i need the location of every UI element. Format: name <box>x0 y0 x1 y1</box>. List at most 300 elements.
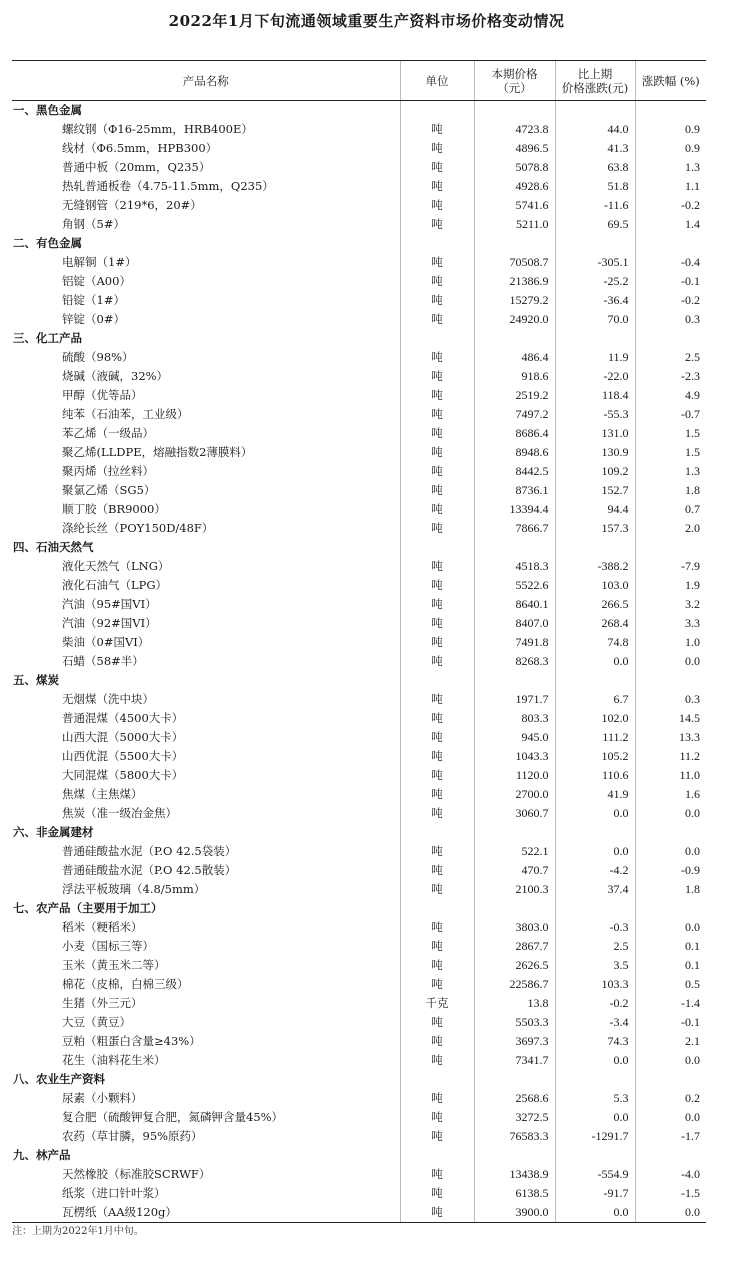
empty-cell <box>635 823 706 842</box>
price-change-cell: 103.0 <box>555 576 635 595</box>
price-change-cell: -91.7 <box>555 1184 635 1203</box>
unit-cell: 吨 <box>400 766 474 785</box>
unit-cell: 吨 <box>400 1184 474 1203</box>
price-change-cell: 131.0 <box>555 424 635 443</box>
table-body <box>12 101 706 1223</box>
price-change-cell: -25.2 <box>555 272 635 291</box>
empty-cell <box>635 671 706 690</box>
percent-change-cell: 0.1 <box>635 937 706 956</box>
price-cell: 7866.7 <box>474 519 555 538</box>
percent-change-cell: 1.0 <box>635 633 706 652</box>
table-row <box>12 348 706 367</box>
empty-cell <box>635 329 706 348</box>
percent-change-cell: -0.7 <box>635 405 706 424</box>
category-row <box>12 101 706 121</box>
category-label: 三、化工产品 <box>13 331 82 345</box>
price-change-cell: 118.4 <box>555 386 635 405</box>
price-cell: 918.6 <box>474 367 555 386</box>
percent-change-cell: 1.8 <box>635 481 706 500</box>
unit-cell: 吨 <box>400 576 474 595</box>
category-row <box>12 538 706 557</box>
product-name-cell: 甲醇（优等品） <box>62 388 143 402</box>
empty-cell <box>555 1070 635 1089</box>
table-row <box>12 956 706 975</box>
price-change-cell: -554.9 <box>555 1165 635 1184</box>
product-name-cell: 普通中板（20mm，Q235） <box>62 160 211 174</box>
unit-cell: 吨 <box>400 519 474 538</box>
header-price-line2: （元） <box>497 80 532 95</box>
empty-cell <box>474 1070 555 1089</box>
product-name-cell: 花生（油料花生米） <box>62 1053 166 1067</box>
table-row <box>12 196 706 215</box>
price-cell: 8268.3 <box>474 652 555 671</box>
price-change-cell: 70.0 <box>555 310 635 329</box>
category-label: 八、农业生产资料 <box>13 1072 105 1086</box>
price-change-cell: 268.4 <box>555 614 635 633</box>
unit-cell: 吨 <box>400 918 474 937</box>
price-change-cell: 266.5 <box>555 595 635 614</box>
category-label: 四、石油天然气 <box>13 540 94 554</box>
price-cell: 470.7 <box>474 861 555 880</box>
category-row <box>12 899 706 918</box>
price-change-cell: 103.3 <box>555 975 635 994</box>
unit-cell: 吨 <box>400 747 474 766</box>
unit-cell: 吨 <box>400 690 474 709</box>
unit-cell: 吨 <box>400 424 474 443</box>
product-name-cell: 瓦楞纸（AA级120g） <box>12 1203 400 1223</box>
table-row <box>12 652 706 671</box>
unit-cell: 吨 <box>400 1089 474 1108</box>
price-cell: 1120.0 <box>474 766 555 785</box>
table-row <box>12 158 706 177</box>
price-change-cell: -22.0 <box>555 367 635 386</box>
price-change-cell: -4.2 <box>555 861 635 880</box>
price-cell: 13.8 <box>474 994 555 1013</box>
product-name-cell: 普通硅酸盐水泥（P.O 42.5散装） <box>62 863 237 877</box>
product-name-cell: 无烟煤（洗中块） <box>62 692 154 706</box>
table-row <box>12 842 706 861</box>
table-row <box>12 880 706 899</box>
table-row <box>12 481 706 500</box>
price-change-cell: 74.3 <box>555 1032 635 1051</box>
table-row <box>12 1203 706 1223</box>
table-header-row <box>12 61 706 101</box>
product-name-cell: 棉花（皮棉，白棉三级） <box>62 977 189 991</box>
percent-change-cell: -2.3 <box>635 367 706 386</box>
unit-cell: 吨 <box>400 1127 474 1146</box>
unit-cell: 吨 <box>400 728 474 747</box>
price-change-cell: -36.4 <box>555 291 635 310</box>
empty-cell <box>400 1146 474 1165</box>
unit-cell: 吨 <box>400 177 474 196</box>
table-row <box>12 918 706 937</box>
product-name-cell: 浮法平板玻璃（4.8/5mm） <box>62 882 206 896</box>
category-label: 一、黑色金属 <box>13 103 82 117</box>
unit-cell: 吨 <box>400 462 474 481</box>
unit-cell: 吨 <box>400 215 474 234</box>
product-name-cell: 无缝钢管（219*6，20#） <box>62 198 202 212</box>
percent-change-cell: 0.3 <box>635 690 706 709</box>
table-row <box>12 937 706 956</box>
unit-cell: 吨 <box>400 139 474 158</box>
percent-change-cell: 0.7 <box>635 500 706 519</box>
table-row <box>12 595 706 614</box>
price-cell: 24920.0 <box>474 310 555 329</box>
table-row <box>12 690 706 709</box>
unit-cell: 吨 <box>400 1165 474 1184</box>
unit-cell: 吨 <box>400 652 474 671</box>
table-row <box>12 310 706 329</box>
percent-change-cell: 3.2 <box>635 595 706 614</box>
percent-change-cell: 2.5 <box>635 348 706 367</box>
price-cell: 13394.4 <box>474 500 555 519</box>
price-cell: 3272.5 <box>474 1108 555 1127</box>
table-row <box>12 861 706 880</box>
empty-cell <box>474 1146 555 1165</box>
price-cell: 4723.8 <box>474 120 555 139</box>
percent-change-cell: 1.5 <box>635 424 706 443</box>
price-change-cell: 2.5 <box>555 937 635 956</box>
price-change-cell: 74.8 <box>555 633 635 652</box>
percent-change-cell: 1.6 <box>635 785 706 804</box>
price-cell: 5503.3 <box>474 1013 555 1032</box>
unit-cell: 吨 <box>400 937 474 956</box>
price-change-cell: 110.6 <box>555 766 635 785</box>
price-cell: 945.0 <box>474 728 555 747</box>
price-change-cell: -11.6 <box>555 196 635 215</box>
table-row <box>12 424 706 443</box>
table-row <box>12 139 706 158</box>
product-name-cell: 石蜡（58#半） <box>62 654 144 668</box>
percent-change-cell: 3.3 <box>635 614 706 633</box>
price-change-cell: -55.3 <box>555 405 635 424</box>
price-change-cell: 5.3 <box>555 1089 635 1108</box>
category-label: 五、煤炭 <box>13 673 59 687</box>
empty-cell <box>635 1070 706 1089</box>
header-pct: 涨跌幅 (%) <box>635 61 706 101</box>
empty-cell <box>474 823 555 842</box>
unit-cell: 吨 <box>400 120 474 139</box>
unit-cell: 吨 <box>400 956 474 975</box>
product-name-cell: 稻米（粳稻米） <box>62 920 143 934</box>
header-diff-line1: 比上期 <box>577 66 613 81</box>
unit-cell: 吨 <box>400 386 474 405</box>
price-cell: 2626.5 <box>474 956 555 975</box>
percent-change-cell: 0.0 <box>635 652 706 671</box>
percent-change-cell: 0.0 <box>635 842 706 861</box>
price-change-cell: 6.7 <box>555 690 635 709</box>
percent-change-cell: 0.0 <box>635 918 706 937</box>
footnote: 注：上期为2022年1月中旬。 <box>12 1226 144 1237</box>
price-cell: 3900.0 <box>474 1203 555 1223</box>
unit-cell: 吨 <box>400 196 474 215</box>
unit-cell: 吨 <box>400 842 474 861</box>
price-cell: 2700.0 <box>474 785 555 804</box>
price-change-cell: 11.9 <box>555 348 635 367</box>
price-cell: 21386.9 <box>474 272 555 291</box>
table-row <box>12 614 706 633</box>
percent-change-cell: -1.4 <box>635 994 706 1013</box>
percent-change-cell: -0.9 <box>635 861 706 880</box>
unit-cell: 吨 <box>400 861 474 880</box>
category-label: 七、农产品（主要用于加工） <box>13 901 163 915</box>
unit-cell: 吨 <box>400 880 474 899</box>
price-cell: 5211.0 <box>474 215 555 234</box>
empty-cell <box>555 823 635 842</box>
price-change-cell: 0.0 <box>555 1203 635 1223</box>
product-name-cell: 普通硅酸盐水泥（P.O 42.5袋装） <box>62 844 237 858</box>
product-name-cell: 纯苯（石油苯，工业级） <box>62 407 189 421</box>
empty-cell <box>635 234 706 253</box>
percent-change-cell: 0.2 <box>635 1089 706 1108</box>
price-change-cell: -0.3 <box>555 918 635 937</box>
product-name-cell: 角钢（5#） <box>62 217 125 231</box>
percent-change-cell: 0.9 <box>635 139 706 158</box>
unit-cell: 吨 <box>400 709 474 728</box>
product-name-cell: 豆粕（粗蛋白含量≥43%） <box>62 1034 201 1048</box>
product-name-cell: 线材（Φ6.5mm，HPB300） <box>62 141 218 155</box>
empty-cell <box>635 538 706 557</box>
product-name-cell: 苯乙烯（一级品） <box>62 426 154 440</box>
empty-cell <box>474 899 555 918</box>
empty-cell <box>555 899 635 918</box>
product-name-cell: 螺纹钢（Φ16-25mm，HRB400E） <box>62 122 253 136</box>
percent-change-cell: -1.5 <box>635 1184 706 1203</box>
unit-cell: 吨 <box>400 253 474 272</box>
category-label: 六、非金属建材 <box>13 825 94 839</box>
product-name-cell: 小麦（国标三等） <box>62 939 154 953</box>
table-row <box>12 1013 706 1032</box>
empty-cell <box>635 101 706 121</box>
product-name-cell: 汽油（92#国VI） <box>62 616 157 630</box>
percent-change-cell: 0.0 <box>635 1051 706 1070</box>
unit-cell: 吨 <box>400 1108 474 1127</box>
empty-cell <box>400 899 474 918</box>
product-name-cell: 大豆（黄豆） <box>62 1015 131 1029</box>
header-price <box>474 61 555 101</box>
unit-cell: 吨 <box>400 481 474 500</box>
price-cell: 70508.7 <box>474 253 555 272</box>
product-name-cell: 生猪（外三元） <box>62 996 143 1010</box>
empty-cell <box>400 671 474 690</box>
unit-cell: 吨 <box>400 310 474 329</box>
percent-change-cell: 0.1 <box>635 956 706 975</box>
price-change-cell: 0.0 <box>555 652 635 671</box>
table-row <box>12 576 706 595</box>
unit-cell: 吨 <box>400 614 474 633</box>
price-change-cell: 41.3 <box>555 139 635 158</box>
product-name-cell: 电解铜（1#） <box>62 255 137 269</box>
product-name-cell: 烧碱（液碱，32%） <box>62 369 169 383</box>
product-name-cell: 液化石油气（LPG） <box>62 578 168 592</box>
product-name-cell: 涤纶长丝（POY150D/48F） <box>62 521 214 535</box>
table-row <box>12 994 706 1013</box>
product-name-cell: 锌锭（0#） <box>62 312 125 326</box>
percent-change-cell: -4.0 <box>635 1165 706 1184</box>
empty-cell <box>474 234 555 253</box>
price-table <box>12 60 706 1223</box>
table-row <box>12 215 706 234</box>
percent-change-cell: -7.9 <box>635 557 706 576</box>
empty-cell <box>555 234 635 253</box>
percent-change-cell: 0.0 <box>635 1108 706 1127</box>
price-change-cell: -388.2 <box>555 557 635 576</box>
price-change-cell: 130.9 <box>555 443 635 462</box>
price-cell: 4928.6 <box>474 177 555 196</box>
price-cell: 803.3 <box>474 709 555 728</box>
price-cell: 8948.6 <box>474 443 555 462</box>
table-row <box>12 1165 706 1184</box>
category-row <box>12 1146 706 1165</box>
table-row <box>12 120 706 139</box>
category-row <box>12 823 706 842</box>
percent-change-cell: 1.5 <box>635 443 706 462</box>
empty-cell <box>400 1070 474 1089</box>
percent-change-cell: -0.1 <box>635 272 706 291</box>
unit-cell: 吨 <box>400 367 474 386</box>
product-name-cell: 天然橡胶（标准胶SCRWF） <box>62 1167 211 1181</box>
percent-change-cell: 1.9 <box>635 576 706 595</box>
unit-cell: 吨 <box>400 1051 474 1070</box>
empty-cell <box>400 234 474 253</box>
percent-change-cell: -1.7 <box>635 1127 706 1146</box>
price-change-cell: 37.4 <box>555 880 635 899</box>
unit-cell: 吨 <box>400 557 474 576</box>
empty-cell <box>474 101 555 121</box>
table-row <box>12 1089 706 1108</box>
price-cell: 5078.8 <box>474 158 555 177</box>
price-cell: 6138.5 <box>474 1184 555 1203</box>
percent-change-cell: 14.5 <box>635 709 706 728</box>
unit-cell: 吨 <box>400 500 474 519</box>
product-name-cell: 聚丙烯（拉丝料） <box>62 464 154 478</box>
price-change-cell: 0.0 <box>555 1108 635 1127</box>
page-title: 2022年1月下旬流通领域重要生产资料市场价格变动情况 <box>168 12 565 30</box>
percent-change-cell: 1.8 <box>635 880 706 899</box>
table-row <box>12 500 706 519</box>
table-row <box>12 1184 706 1203</box>
product-name-cell: 普通混煤（4500大卡） <box>62 711 184 725</box>
table-row <box>12 1127 706 1146</box>
unit-cell: 吨 <box>400 595 474 614</box>
percent-change-cell: 11.2 <box>635 747 706 766</box>
price-change-cell: 44.0 <box>555 120 635 139</box>
product-name-cell: 热轧普通板卷（4.75-11.5mm，Q235） <box>62 179 274 193</box>
percent-change-cell: 0.0 <box>635 804 706 823</box>
price-change-cell: 63.8 <box>555 158 635 177</box>
price-cell: 1043.3 <box>474 747 555 766</box>
product-name-cell: 山西大混（5000大卡） <box>62 730 184 744</box>
product-name-cell: 顺丁胶（BR9000） <box>62 502 166 516</box>
unit-cell: 吨 <box>400 1013 474 1032</box>
table-row <box>12 272 706 291</box>
product-name-cell: 硫酸（98%） <box>62 350 134 364</box>
unit-cell: 千克 <box>400 994 474 1013</box>
price-cell: 5522.6 <box>474 576 555 595</box>
unit-cell: 吨 <box>400 1203 474 1223</box>
empty-cell <box>400 823 474 842</box>
product-name-cell: 铝锭（A00） <box>62 274 131 288</box>
product-name-cell: 玉米（黄玉米二等） <box>62 958 166 972</box>
percent-change-cell: 1.1 <box>635 177 706 196</box>
percent-change-cell: 13.3 <box>635 728 706 747</box>
table-row <box>12 1051 706 1070</box>
empty-cell <box>555 671 635 690</box>
price-cell: 8736.1 <box>474 481 555 500</box>
unit-cell: 吨 <box>400 1032 474 1051</box>
price-cell: 8686.4 <box>474 424 555 443</box>
price-change-cell: 111.2 <box>555 728 635 747</box>
percent-change-cell: -0.2 <box>635 291 706 310</box>
unit-cell: 吨 <box>400 633 474 652</box>
unit-cell: 吨 <box>400 291 474 310</box>
percent-change-cell: 0.5 <box>635 975 706 994</box>
price-change-cell: 41.9 <box>555 785 635 804</box>
table-row <box>12 291 706 310</box>
price-cell: 3697.3 <box>474 1032 555 1051</box>
unit-cell: 吨 <box>400 272 474 291</box>
product-name-cell: 汽油（95#国VI） <box>62 597 157 611</box>
header-diff <box>555 61 635 101</box>
product-name-cell: 复合肥（硫酸钾复合肥，氮磷钾含量45%） <box>62 1110 284 1124</box>
table-row <box>12 766 706 785</box>
percent-change-cell: -0.2 <box>635 196 706 215</box>
price-cell: 4518.3 <box>474 557 555 576</box>
table-row <box>12 443 706 462</box>
price-cell: 76583.3 <box>474 1127 555 1146</box>
table-row <box>12 177 706 196</box>
price-change-cell: -1291.7 <box>555 1127 635 1146</box>
category-label: 九、林产品 <box>13 1148 71 1162</box>
empty-cell <box>555 101 635 121</box>
price-cell: 7497.2 <box>474 405 555 424</box>
unit-cell: 吨 <box>400 443 474 462</box>
price-cell: 1971.7 <box>474 690 555 709</box>
product-name-cell: 聚乙烯(LLDPE，熔融指数2薄膜料） <box>62 445 253 459</box>
product-name-cell: 铅锭（1#） <box>62 293 125 307</box>
price-change-cell: -305.1 <box>555 253 635 272</box>
table-row <box>12 1032 706 1051</box>
empty-cell <box>555 329 635 348</box>
price-change-cell: 69.5 <box>555 215 635 234</box>
unit-cell: 吨 <box>400 348 474 367</box>
price-change-cell: -0.2 <box>555 994 635 1013</box>
price-cell: 3803.0 <box>474 918 555 937</box>
price-cell: 15279.2 <box>474 291 555 310</box>
price-change-cell: 105.2 <box>555 747 635 766</box>
table-row <box>12 1108 706 1127</box>
empty-cell <box>635 899 706 918</box>
product-name-cell: 焦炭（准一级冶金焦） <box>62 806 177 820</box>
price-cell: 8407.0 <box>474 614 555 633</box>
table-row <box>12 785 706 804</box>
percent-change-cell: 1.4 <box>635 215 706 234</box>
empty-cell <box>635 1146 706 1165</box>
price-cell: 2568.6 <box>474 1089 555 1108</box>
header-price-line1: 本期价格 <box>491 66 538 81</box>
table-row <box>12 405 706 424</box>
price-cell: 13438.9 <box>474 1165 555 1184</box>
percent-change-cell: 0.3 <box>635 310 706 329</box>
product-name-cell: 焦煤（主焦煤） <box>62 787 143 801</box>
product-name-cell: 尿素（小颗料） <box>62 1091 143 1105</box>
percent-change-cell: 1.3 <box>635 158 706 177</box>
percent-change-cell: 2.0 <box>635 519 706 538</box>
price-cell: 2100.3 <box>474 880 555 899</box>
empty-cell <box>400 329 474 348</box>
price-cell: 3060.7 <box>474 804 555 823</box>
price-cell: 8640.1 <box>474 595 555 614</box>
